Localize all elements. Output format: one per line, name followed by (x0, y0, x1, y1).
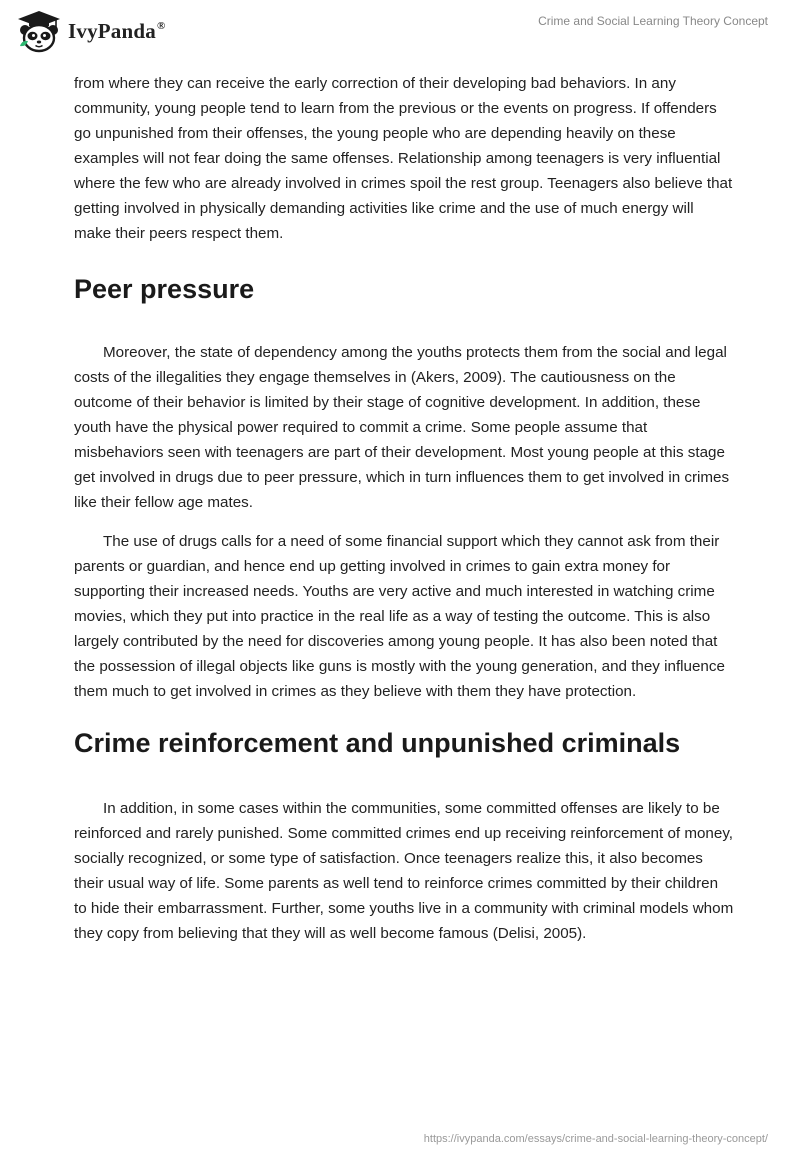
source-url[interactable]: https://ivypanda.com/essays/crime-and-social-learning-theory-concept/ (423, 1133, 768, 1145)
brand-name: IvyPanda® (68, 18, 166, 43)
section-heading-crime-reinforcement: Crime reinforcement and unpunished criminals (74, 728, 681, 758)
document-title: Crime and Social Learning Theory Concept (538, 14, 768, 28)
paragraph-continued: from where they can receive the early correction of their developing bad behaviors. In any community, young people tend to learn from the previous or the events on progress. If offenders go unpunished from their offenses, the young people who are depending heavily on these examples will not fear doing the same offenses. Relationship among teenagers is very influential where the few who are already involved in crimes spoil the rest group. Teenagers also believe that getting involved in physically demanding activities like crime and the use of much energy will make their peers respect them. (74, 75, 733, 242)
paragraph: Moreover, the state of dependency among the youths protects them from the social and legal costs of the illegalities they engage themselves in (Akers, 2009). The cautiousness on the outcome of their behavior is limited by their stage of cognitive development. In addition, these youth have the physical power required to commit a crime. Some people assume that misbehaviors seen with teenagers are part of their development. Most young people at this stage get involved in drugs due to peer pressure, which in turn influences them to get involved in crimes like their fellow age mates. (74, 344, 730, 511)
site-logo[interactable] (16, 8, 165, 54)
essay-body (74, 71, 734, 960)
paragraph: In addition, in some cases within the communities, some committed offenses are likely to be reinforced and rarely punished. Some committed crimes end up receiving reinforcement of money, socially recognized, or some type of satisfaction. Once teenagers realize this, it also becomes their usual way of life. Some parents as well tend to reinforce crimes committed by their children to hide their embarrassment. Further, some youths live in a community with criminal models whom they copy from believing that they will as well become famous (Delisi, 2005). (74, 800, 734, 942)
registered-mark: ® (156, 19, 166, 32)
section-heading-peer-pressure: Peer pressure (74, 274, 255, 304)
panda-graduate-icon (16, 8, 62, 54)
paragraph: The use of drugs calls for a need of some financial support which they cannot ask from their parents or guardian, and hence end up getting involved in crimes to gain extra money for supporting their increased needs. Youths are very active and much interested in watching crime movies, which they put into practice in the real life as a way of testing the outcome. This is also largely contributed by the need for discoveries among young people. It has also been noted that the possession of illegal objects like guns is mostly with the young generation, and they influence them much to get involved in crimes as they believe with them they have protection. (74, 533, 725, 700)
page-header (0, 0, 800, 64)
